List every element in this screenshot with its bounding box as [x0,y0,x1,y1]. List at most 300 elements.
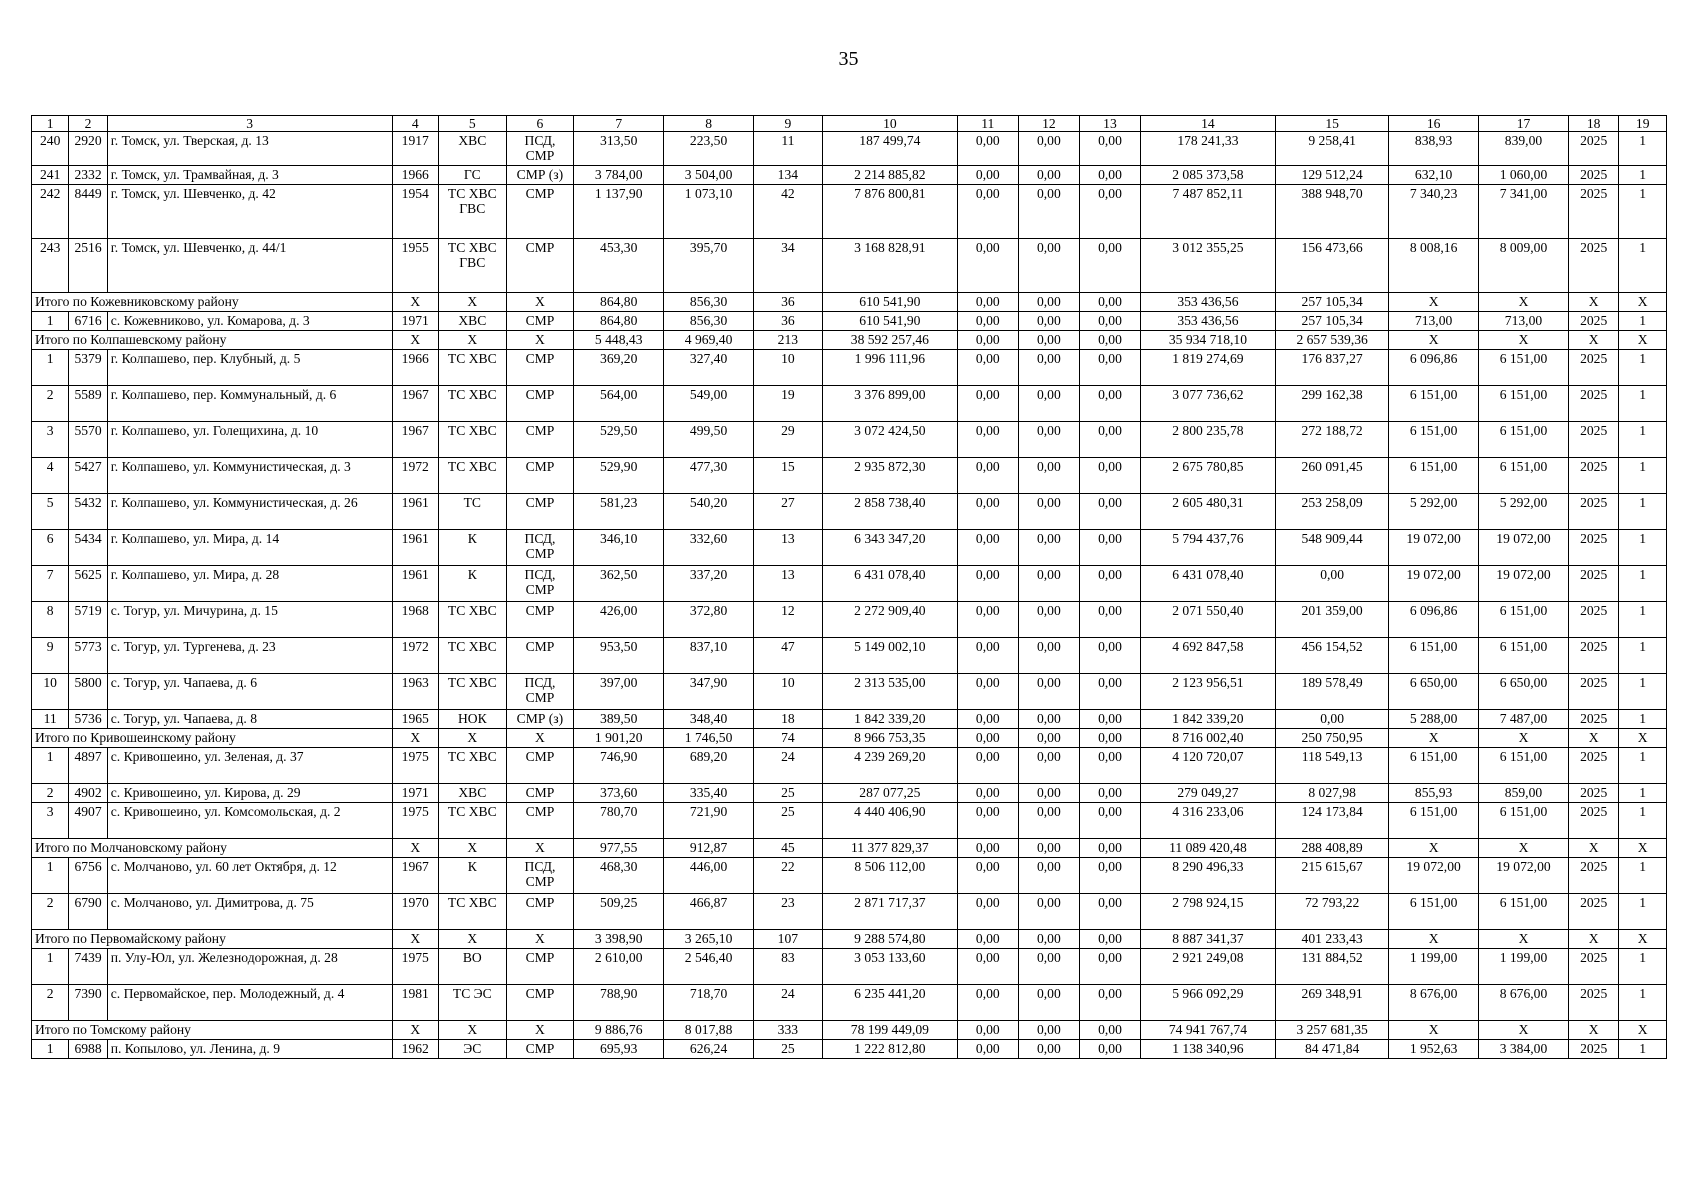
table-cell: 1 842 339,20 [1140,710,1275,729]
total-cell: Х [506,930,574,949]
table-cell: 388 948,70 [1276,185,1389,239]
table-cell: 1 [1619,566,1667,602]
table-cell: 1 [1619,239,1667,293]
table-cell: 5379 [69,350,107,386]
table-cell: 3 168 828,91 [822,239,957,293]
table-cell: 713,00 [1479,312,1569,331]
table-cell: 3 053 133,60 [822,949,957,985]
table-cell: 4 316 233,06 [1140,803,1275,839]
table-cell: 0,00 [1080,784,1141,803]
table-cell: 1961 [392,566,438,602]
district-total-row [32,729,1667,748]
table-cell: 1 [32,312,69,331]
table-cell: 15 [754,458,823,494]
table-cell: К [438,530,506,566]
table-cell: 0,00 [958,748,1019,784]
table-cell: 6 151,00 [1479,350,1569,386]
table-cell: 1 073,10 [664,185,754,239]
table-cell: 564,00 [574,386,664,422]
table-cell: 2025 [1568,422,1618,458]
table-cell: 5 794 437,76 [1140,530,1275,566]
table-cell: СМР [506,312,574,331]
table-cell: СМР [506,748,574,784]
table-cell: 453,30 [574,239,664,293]
building-row [32,710,1667,729]
table-cell: 2025 [1568,132,1618,166]
table-cell: 1 [1619,312,1667,331]
column-number: 6 [506,116,574,132]
table-cell: 1 [1619,185,1667,239]
building-row [32,166,1667,185]
total-cell: 38 592 257,46 [822,331,957,350]
table-cell: 131 884,52 [1276,949,1389,985]
district-total-label: Итого по Молчановскому району [32,839,393,858]
table-cell: 0,00 [1018,166,1080,185]
table-cell: 13 [754,566,823,602]
table-cell: 6 151,00 [1389,638,1479,674]
table-cell: НОК [438,710,506,729]
table-cell: ТС [438,494,506,530]
table-cell: 1963 [392,674,438,710]
address-cell: с. Кривошеино, ул. Зеленая, д. 37 [107,748,392,784]
total-cell: 0,00 [958,331,1019,350]
table-cell: 1971 [392,784,438,803]
total-cell: Х [1568,839,1618,858]
total-cell: Х [438,930,506,949]
table-cell: 2025 [1568,386,1618,422]
table-cell: 1975 [392,748,438,784]
table-cell: 0,00 [1080,710,1141,729]
table-cell: 12 [754,602,823,638]
table-cell: 1 996 111,96 [822,350,957,386]
table-cell: 0,00 [958,132,1019,166]
table-cell: 1966 [392,350,438,386]
table-cell: 4 120 720,07 [1140,748,1275,784]
table-cell: 0,00 [1018,494,1080,530]
table-cell: 0,00 [1080,638,1141,674]
table-cell: 1 [1619,858,1667,894]
table-cell: 6 151,00 [1479,386,1569,422]
table-cell: 2025 [1568,185,1618,239]
column-number: 19 [1619,116,1667,132]
table-cell: 19 072,00 [1389,530,1479,566]
total-cell: 74 941 767,74 [1140,1021,1275,1040]
table-cell: 6 650,00 [1479,674,1569,710]
district-total-label: Итого по Кожевниковскому району [32,293,393,312]
table-cell: 19 072,00 [1479,530,1569,566]
table-cell: 1 199,00 [1389,949,1479,985]
table-cell: 0,00 [1018,803,1080,839]
total-cell: 0,00 [1080,729,1141,748]
table-cell: 0,00 [1080,132,1141,166]
total-cell: Х [1479,293,1569,312]
table-cell: 2025 [1568,312,1618,331]
table-cell: 0,00 [958,386,1019,422]
total-cell: Х [392,1021,438,1040]
total-cell: 8 887 341,37 [1140,930,1275,949]
building-row [32,566,1667,602]
table-cell: ПСД, СМР [506,530,574,566]
address-cell: с. Кривошеино, ул. Кирова, д. 29 [107,784,392,803]
building-row [32,602,1667,638]
column-number: 4 [392,116,438,132]
total-cell: Х [1479,331,1569,350]
table-cell: 287 077,25 [822,784,957,803]
table-cell: 6 151,00 [1389,386,1479,422]
table-cell: 2 921 249,08 [1140,949,1275,985]
total-cell: 3 398,90 [574,930,664,949]
total-cell: 0,00 [958,729,1019,748]
table-cell: 0,00 [958,422,1019,458]
total-cell: 0,00 [958,930,1019,949]
table-cell: СМР (з) [506,710,574,729]
table-cell: 5736 [69,710,107,729]
column-number: 8 [664,116,754,132]
total-cell: Х [1568,293,1618,312]
building-row [32,350,1667,386]
table-cell: 6 151,00 [1479,458,1569,494]
table-cell: ТС ХВС [438,422,506,458]
table-cell: 2025 [1568,784,1618,803]
building-row [32,132,1667,166]
table-cell: 0,00 [958,239,1019,293]
table-cell: 2 214 885,82 [822,166,957,185]
table-cell: 1962 [392,1040,438,1059]
address-cell: с. Молчаново, ул. Димитрова, д. 75 [107,894,392,930]
table-cell: 446,00 [664,858,754,894]
total-cell: Х [1619,1021,1667,1040]
total-cell: Х [392,930,438,949]
table-cell: 6 343 347,20 [822,530,957,566]
table-cell: 2025 [1568,602,1618,638]
total-cell: 0,00 [1080,930,1141,949]
table-cell: 2025 [1568,638,1618,674]
total-cell: 257 105,34 [1276,293,1389,312]
table-cell: 4 440 406,90 [822,803,957,839]
building-row [32,422,1667,458]
table-cell: 19 072,00 [1479,566,1569,602]
table-cell: ТС ХВС [438,674,506,710]
table-cell: 718,70 [664,985,754,1021]
table-cell: 369,20 [574,350,664,386]
table-cell: 1967 [392,858,438,894]
district-total-label: Итого по Первомайскому району [32,930,393,949]
address-cell: г. Колпашево, ул. Коммунистическая, д. 26 [107,494,392,530]
table-cell: 83 [754,949,823,985]
table-cell: ГС [438,166,506,185]
table-cell: 13 [754,530,823,566]
table-cell: 6 151,00 [1479,602,1569,638]
table-cell: 5 292,00 [1389,494,1479,530]
table-cell: 6 [32,530,69,566]
table-cell: 0,00 [1276,566,1389,602]
table-cell: 788,90 [574,985,664,1021]
table-cell: 260 091,45 [1276,458,1389,494]
table-cell: ТС ХВС [438,602,506,638]
building-row [32,949,1667,985]
total-cell: Х [1389,839,1479,858]
district-total-label: Итого по Томскому району [32,1021,393,1040]
table-cell: 0,00 [958,530,1019,566]
total-cell: 74 [754,729,823,748]
table-cell: СМР [506,803,574,839]
table-cell: 6 650,00 [1389,674,1479,710]
table-cell: 269 348,91 [1276,985,1389,1021]
building-row [32,674,1667,710]
table-cell: К [438,858,506,894]
district-total-row [32,331,1667,350]
table-cell: 4897 [69,748,107,784]
table-cell: 5719 [69,602,107,638]
table-cell: 6 096,86 [1389,350,1479,386]
building-row [32,858,1667,894]
table-cell: 2 [32,894,69,930]
table-cell: 0,00 [1080,985,1141,1021]
table-cell: 395,70 [664,239,754,293]
table-cell: 0,00 [1080,239,1141,293]
district-total-row [32,839,1667,858]
table-cell: 2 272 909,40 [822,602,957,638]
table-cell: 529,50 [574,422,664,458]
table-cell: ТС ХВС [438,894,506,930]
table-cell: 1 [32,350,69,386]
total-cell: 8 017,88 [664,1021,754,1040]
table-cell: 27 [754,494,823,530]
table-cell: 0,00 [1018,748,1080,784]
table-cell: 353 436,56 [1140,312,1275,331]
table-cell: 0,00 [1018,858,1080,894]
table-cell: 0,00 [1276,710,1389,729]
building-row [32,386,1667,422]
table-cell: СМР [506,894,574,930]
table-cell: 1 [1619,602,1667,638]
table-cell: 0,00 [958,350,1019,386]
table-cell: 0,00 [1018,949,1080,985]
table-cell: 5432 [69,494,107,530]
table-cell: 1 [1619,386,1667,422]
total-cell: 9 288 574,80 [822,930,957,949]
building-row [32,638,1667,674]
total-cell: Х [506,729,574,748]
table-cell: 0,00 [1080,458,1141,494]
table-cell: 3 504,00 [664,166,754,185]
table-cell: 2025 [1568,949,1618,985]
table-cell: СМР [506,494,574,530]
table-cell: 6 096,86 [1389,602,1479,638]
table-cell: 25 [754,803,823,839]
table-cell: 0,00 [1080,494,1141,530]
table-cell: 1 [32,858,69,894]
table-cell: 3 012 355,25 [1140,239,1275,293]
table-cell: 1917 [392,132,438,166]
total-cell: 864,80 [574,293,664,312]
total-cell: 36 [754,293,823,312]
address-cell: г. Томск, ул. Шевченко, д. 44/1 [107,239,392,293]
table-cell: 1 [1619,710,1667,729]
district-total-label: Итого по Колпашевскому району [32,331,393,350]
table-cell: 5 966 092,29 [1140,985,1275,1021]
column-number: 12 [1018,116,1080,132]
table-cell: 1 [1619,894,1667,930]
district-total-row [32,930,1667,949]
total-cell: Х [1389,331,1479,350]
total-cell: 78 199 449,09 [822,1021,957,1040]
table-cell: 2025 [1568,803,1618,839]
table-cell: 7439 [69,949,107,985]
table-cell: 2025 [1568,458,1618,494]
table-cell: 299 162,38 [1276,386,1389,422]
table-cell: 201 359,00 [1276,602,1389,638]
table-cell: К [438,566,506,602]
table-cell: СМР [506,386,574,422]
table-cell: 6 151,00 [1389,748,1479,784]
table-cell: 780,70 [574,803,664,839]
total-cell: 1 901,20 [574,729,664,748]
table-cell: 8 676,00 [1389,985,1479,1021]
address-cell: г. Колпашево, ул. Мира, д. 14 [107,530,392,566]
table-cell: 118 549,13 [1276,748,1389,784]
total-cell: Х [1568,930,1618,949]
table-cell: 1972 [392,638,438,674]
table-cell: 1 [1619,803,1667,839]
table-cell: СМР [506,458,574,494]
table-cell: 0,00 [1080,1040,1141,1059]
table-cell: 0,00 [1080,858,1141,894]
table-cell: СМР [506,985,574,1021]
table-cell: ТС ХВС [438,350,506,386]
address-cell: г. Колпашево, ул. Мира, д. 28 [107,566,392,602]
table-cell: 373,60 [574,784,664,803]
table-cell: 1954 [392,185,438,239]
table-cell: 5427 [69,458,107,494]
table-cell: 327,40 [664,350,754,386]
table-cell: 837,10 [664,638,754,674]
total-cell: Х [1619,331,1667,350]
table-cell: 8 009,00 [1479,239,1569,293]
table-cell: ЭС [438,1040,506,1059]
table-cell: 0,00 [1018,710,1080,729]
table-cell: 2 071 550,40 [1140,602,1275,638]
table-cell: 1966 [392,166,438,185]
table-cell: 5 292,00 [1479,494,1569,530]
table-cell: 0,00 [1080,566,1141,602]
table-cell: ПСД, СМР [506,132,574,166]
table-cell: 176 837,27 [1276,350,1389,386]
total-cell: Х [1619,839,1667,858]
table-cell: 0,00 [1018,530,1080,566]
table-cell: 348,40 [664,710,754,729]
table-cell: 1 [32,949,69,985]
table-cell: 2 610,00 [574,949,664,985]
table-cell: 1967 [392,386,438,422]
table-cell: 8 290 496,33 [1140,858,1275,894]
table-cell: 0,00 [1080,803,1141,839]
table-cell: 6 431 078,40 [1140,566,1275,602]
table-cell: 3 [32,803,69,839]
table-cell: ПСД, СМР [506,674,574,710]
table-cell: ТС ХВС [438,386,506,422]
table-cell: 2 546,40 [664,949,754,985]
address-cell: г. Колпашево, пер. Коммунальный, д. 6 [107,386,392,422]
table-cell: 9 [32,638,69,674]
table-cell: 8 676,00 [1479,985,1569,1021]
total-cell: 0,00 [1018,729,1080,748]
table-cell: 5 288,00 [1389,710,1479,729]
table-cell: 11 [32,710,69,729]
table-cell: 215 615,67 [1276,858,1389,894]
table-cell: 362,50 [574,566,664,602]
table-cell: 397,00 [574,674,664,710]
table-cell: 1 199,00 [1479,949,1569,985]
table-cell: 0,00 [1018,312,1080,331]
table-cell: 0,00 [1080,350,1141,386]
table-cell: 2025 [1568,748,1618,784]
table-cell: 509,25 [574,894,664,930]
table-cell: 4902 [69,784,107,803]
total-cell: 0,00 [1080,331,1141,350]
table-cell: 468,30 [574,858,664,894]
district-total-row [32,1021,1667,1040]
table-cell: 2 [32,985,69,1021]
total-cell: 0,00 [1018,839,1080,858]
table-cell: 42 [754,185,823,239]
table-cell: 864,80 [574,312,664,331]
table-cell: 337,20 [664,566,754,602]
column-number: 10 [822,116,957,132]
table-cell: 689,20 [664,748,754,784]
column-number: 1 [32,116,69,132]
table-cell: 10 [754,350,823,386]
table-cell: 0,00 [1018,894,1080,930]
column-number: 14 [1140,116,1275,132]
table-cell: 7 340,23 [1389,185,1479,239]
table-cell: 19 072,00 [1389,858,1479,894]
total-cell: Х [438,839,506,858]
total-cell: Х [438,1021,506,1040]
total-cell: Х [438,293,506,312]
total-cell: Х [392,839,438,858]
table-cell: 0,00 [1080,185,1141,239]
table-cell: 0,00 [958,602,1019,638]
total-cell: 8 966 753,35 [822,729,957,748]
total-cell: 45 [754,839,823,858]
table-cell: ТС ХВС [438,748,506,784]
table-cell: 953,50 [574,638,664,674]
address-cell: г. Томск, ул. Шевченко, д. 42 [107,185,392,239]
table-cell: 2025 [1568,166,1618,185]
building-row [32,312,1667,331]
table-cell: 36 [754,312,823,331]
total-cell: 11 089 420,48 [1140,839,1275,858]
table-cell: 0,00 [1080,312,1141,331]
table-cell: 2 800 235,78 [1140,422,1275,458]
table-cell: 346,10 [574,530,664,566]
total-cell: 11 377 829,37 [822,839,957,858]
table-cell: 25 [754,1040,823,1059]
table-cell: 2 123 956,51 [1140,674,1275,710]
table-cell: 2 871 717,37 [822,894,957,930]
table-cell: 4 692 847,58 [1140,638,1275,674]
table-cell: 242 [32,185,69,239]
table-cell: 856,30 [664,312,754,331]
table-cell: ТС ХВС [438,803,506,839]
table-cell: 456 154,52 [1276,638,1389,674]
table-cell: 477,30 [664,458,754,494]
building-row [32,239,1667,293]
table-cell: СМР [506,949,574,985]
table-cell: 1 [1619,985,1667,1021]
table-cell: 189 578,49 [1276,674,1389,710]
